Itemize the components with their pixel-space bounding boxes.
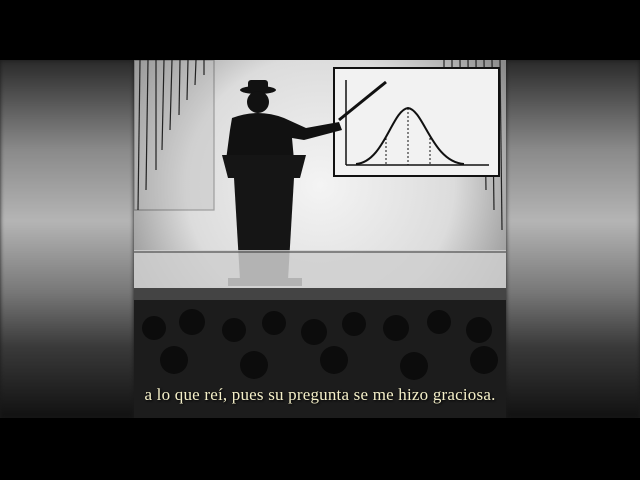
bell-curve-chart-icon: [334, 68, 499, 176]
blurred-side-left: [0, 60, 134, 418]
curtain-left: [134, 60, 214, 210]
blurred-side-right: [506, 60, 640, 418]
letterbox-top: [0, 0, 640, 60]
video-frame[interactable]: [0, 60, 640, 418]
subtitle-caption: a lo que reí, pues su pregunta se me hizo graciosa.: [144, 385, 496, 404]
letterbox-bottom: [0, 418, 640, 480]
lecturer-at-podium-illustration: [134, 60, 506, 418]
